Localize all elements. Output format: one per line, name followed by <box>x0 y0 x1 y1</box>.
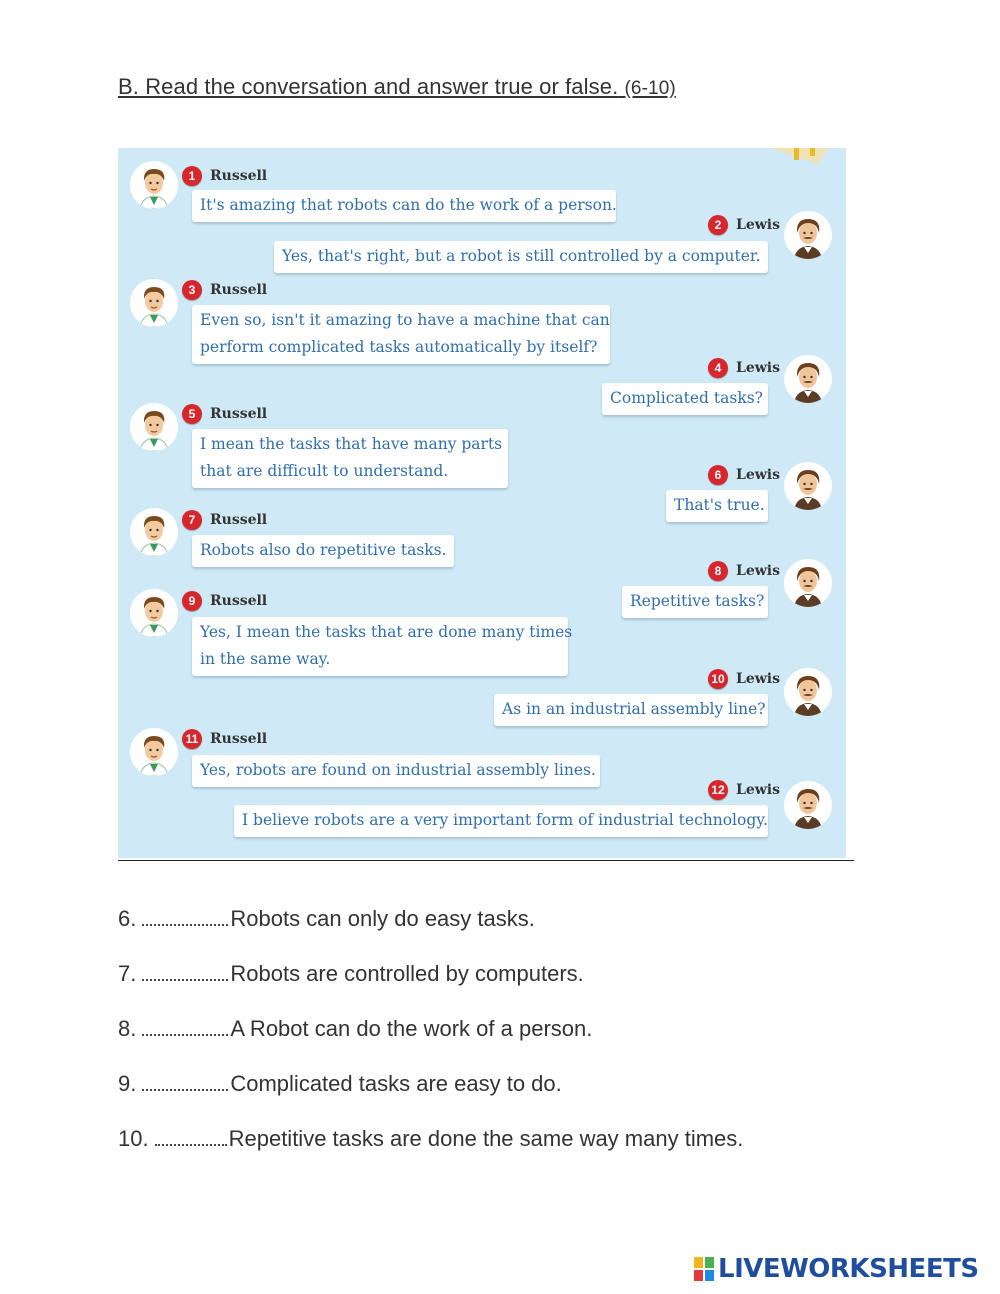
speech-bubble <box>666 490 768 522</box>
bubble-line: Yes, that's right, but a robot is still controlled by a computer. <box>282 247 761 265</box>
answer-blank[interactable] <box>142 961 228 981</box>
speech-bubble <box>192 535 454 567</box>
heading-text: B. Read the conversation and answer true or false. <box>118 74 619 99</box>
conversation-panel <box>118 148 846 858</box>
speech-bubble <box>234 805 768 837</box>
question-item <box>118 961 584 987</box>
speaker-name: Lewis <box>735 671 780 687</box>
question-number: 7. <box>118 961 137 986</box>
line-number-badge: 3 <box>182 280 202 300</box>
question-text: Complicated tasks are easy to do. <box>230 1071 562 1096</box>
bubble-line: I believe robots are a very important form of industrial technology. <box>242 811 768 829</box>
russell-avatar <box>130 279 178 327</box>
speaker-name: Russell <box>210 512 268 528</box>
section-heading <box>118 74 676 100</box>
answer-blank[interactable] <box>142 1071 228 1091</box>
russell-avatar <box>130 728 178 776</box>
answer-blank[interactable] <box>155 1126 227 1146</box>
speaker-label <box>708 780 780 800</box>
bubble-line: I mean the tasks that have many parts <box>200 435 503 453</box>
question-text: Robots can only do easy tasks. <box>230 906 535 931</box>
question-item <box>118 1016 592 1042</box>
speech-bubble <box>192 617 573 676</box>
speaker-name: Lewis <box>735 360 780 376</box>
line-number-badge: 12 <box>708 780 728 800</box>
speaker-label <box>182 166 267 186</box>
speaker-name: Russell <box>210 731 268 747</box>
lewis-avatar <box>784 668 832 716</box>
russell-avatar <box>130 161 178 209</box>
speaker-name: Russell <box>210 282 268 298</box>
line-number-badge: 7 <box>182 510 202 530</box>
speech-bubble <box>622 586 768 618</box>
speaker-label <box>182 510 267 530</box>
line-number-badge: 1 <box>182 166 202 186</box>
bubble-line: that are difficult to understand. <box>200 462 449 480</box>
speech-bubble <box>192 755 600 787</box>
line-number-badge: 4 <box>708 358 728 378</box>
russell-avatar <box>130 403 178 451</box>
bubble-line: Yes, I mean the tasks that are done many times <box>200 623 573 641</box>
corner-decoration-icon <box>752 148 832 168</box>
russell-avatar <box>130 508 178 556</box>
answer-blank[interactable] <box>142 906 228 926</box>
logo-text: LIVEWORKSHEETS <box>718 1254 979 1284</box>
line-number-badge: 6 <box>708 465 728 485</box>
speaker-name: Russell <box>210 406 268 422</box>
lewis-avatar <box>784 559 832 607</box>
speaker-label <box>708 669 780 689</box>
divider-line <box>118 860 854 861</box>
speaker-name: Lewis <box>735 782 780 798</box>
bubble-line: That's true. <box>674 496 765 514</box>
line-number-badge: 2 <box>708 215 728 235</box>
speaker-label <box>182 404 267 424</box>
bubble-line: in the same way. <box>200 650 331 668</box>
bubble-line: Even so, isn't it amazing to have a machine that can <box>200 311 610 329</box>
russell-avatar <box>130 589 178 637</box>
line-number-badge: 10 <box>708 669 728 689</box>
bubble-line: Robots also do repetitive tasks. <box>200 541 447 559</box>
speaker-name: Lewis <box>735 467 780 483</box>
speaker-label <box>708 358 780 378</box>
bubble-line: Yes, robots are found on industrial assembly lines. <box>200 761 596 779</box>
speaker-name: Russell <box>210 168 268 184</box>
speech-bubble <box>494 694 768 726</box>
speech-bubble <box>602 383 768 415</box>
speech-bubble <box>192 305 610 364</box>
question-item <box>118 1071 562 1097</box>
lewis-avatar <box>784 781 832 829</box>
lewis-avatar <box>784 462 832 510</box>
speaker-name: Lewis <box>735 563 780 579</box>
heading-range: (6-10) <box>624 78 676 99</box>
line-number-badge: 8 <box>708 561 728 581</box>
speech-bubble <box>192 429 508 488</box>
speaker-label <box>708 561 780 581</box>
question-number: 6. <box>118 906 137 931</box>
line-number-badge: 11 <box>182 729 202 749</box>
question-number: 10. <box>118 1126 149 1151</box>
speaker-label <box>708 215 780 235</box>
line-number-badge: 9 <box>182 591 202 611</box>
line-number-badge: 5 <box>182 404 202 424</box>
speech-bubble <box>274 241 768 273</box>
speaker-label <box>182 591 267 611</box>
question-text: A Robot can do the work of a person. <box>230 1016 593 1041</box>
question-number: 9. <box>118 1071 137 1096</box>
bubble-line: perform complicated tasks automatically by itself? <box>200 338 598 356</box>
bubble-line: As in an industrial assembly line? <box>502 700 766 718</box>
lewis-avatar <box>784 355 832 403</box>
question-number: 8. <box>118 1016 137 1041</box>
answer-blank[interactable] <box>142 1016 228 1036</box>
lewis-avatar <box>784 211 832 259</box>
speaker-label <box>182 280 267 300</box>
liveworksheets-logo <box>694 1253 979 1285</box>
bubble-line: Repetitive tasks? <box>630 592 765 610</box>
bubble-line: Complicated tasks? <box>610 389 763 407</box>
question-text: Robots are controlled by computers. <box>230 961 584 986</box>
speaker-label <box>182 729 267 749</box>
speaker-name: Russell <box>210 593 268 609</box>
speaker-name: Lewis <box>735 217 780 233</box>
question-item <box>118 1126 743 1152</box>
bubble-line: It's amazing that robots can do the work of a person. <box>200 196 617 214</box>
speaker-label <box>708 465 780 485</box>
logo-blocks-icon <box>694 1257 714 1281</box>
speech-bubble <box>192 190 616 222</box>
question-text: Repetitive tasks are done the same way many times. <box>228 1126 744 1151</box>
question-item <box>118 906 535 932</box>
